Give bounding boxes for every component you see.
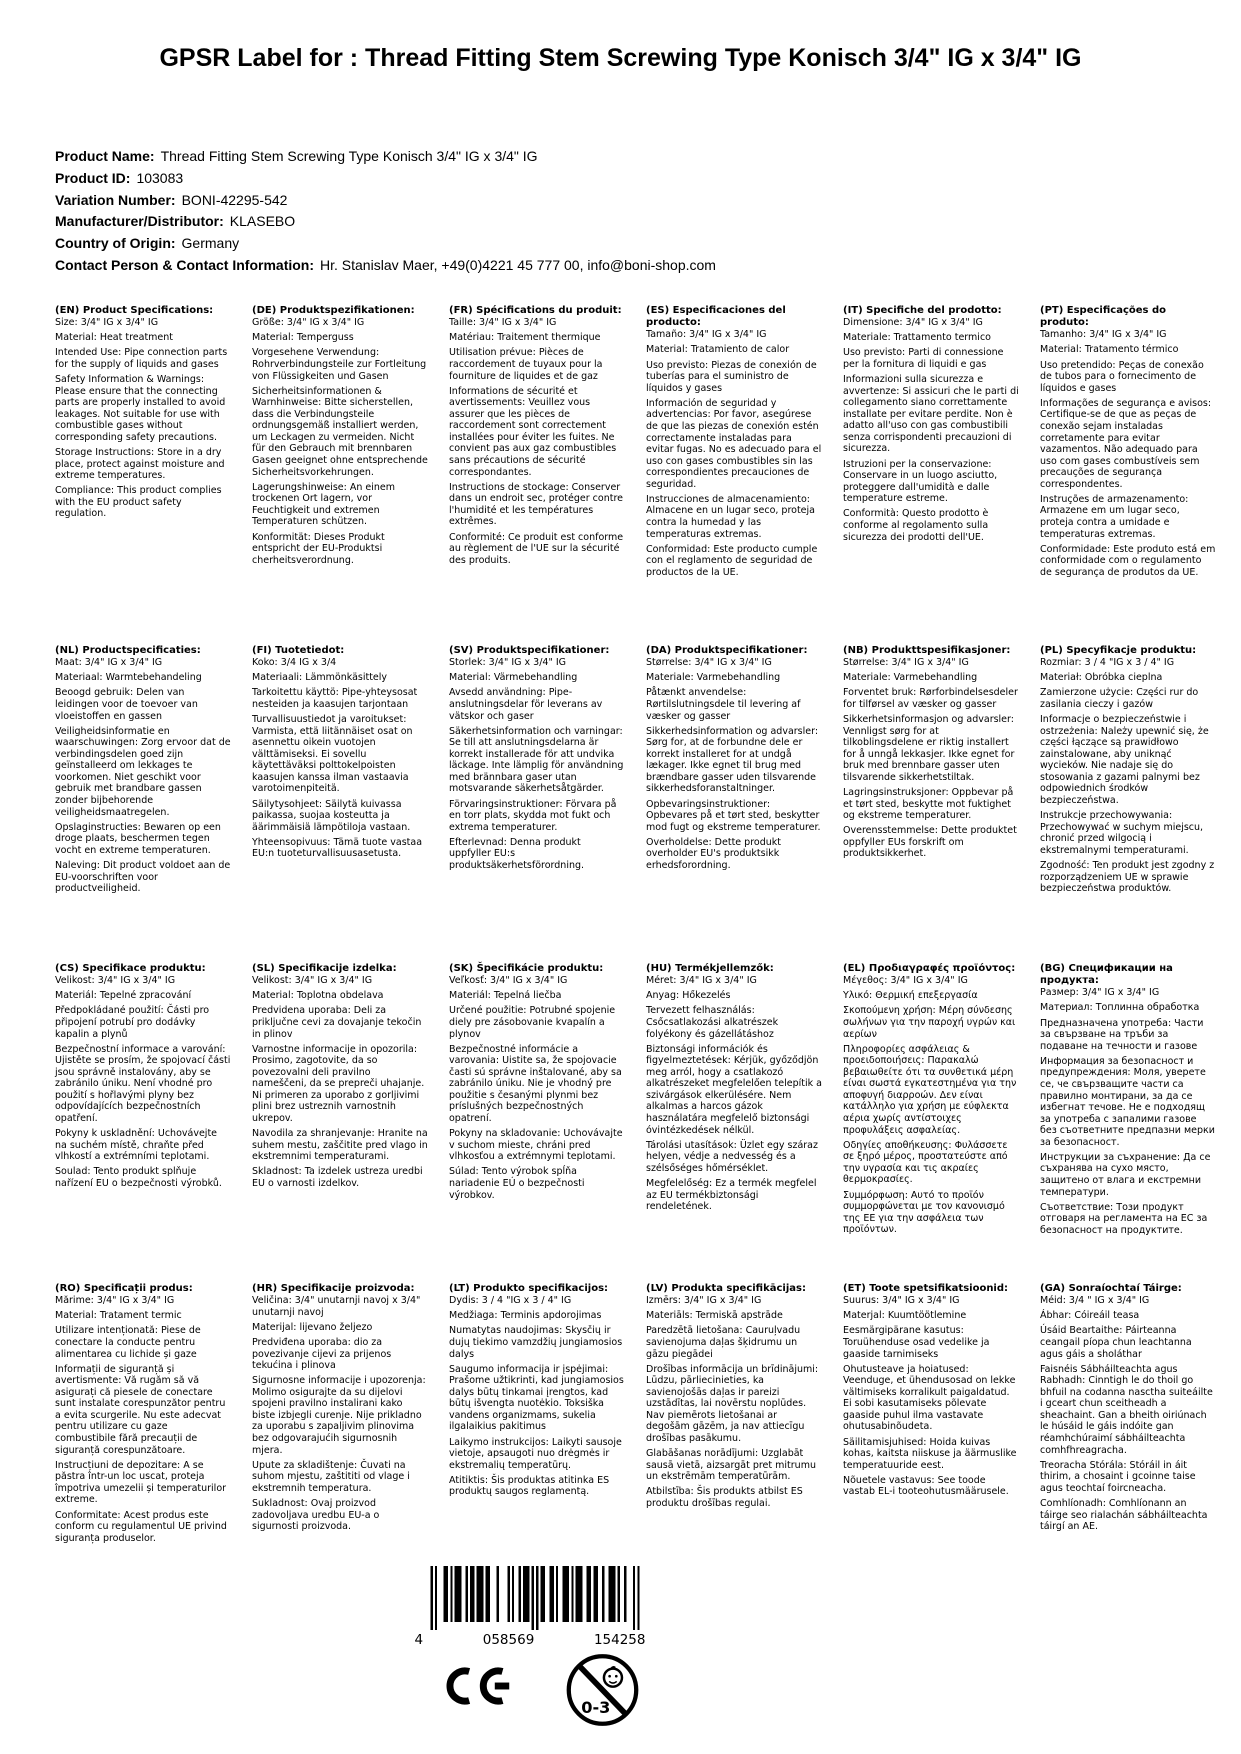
section-paragraph: Bezpečnostné informácie a varovania: Uistite sa, že spojovacie časti sú správne inštalované, aby sa zabránilo úniku. Nie je vhodný pre použitie s česanými plynmi bez príslušných bezpečnostných opatrení. [449,1043,622,1125]
section-paragraph: Varnostne informacije in opozorila: Prosimo, zagotovite, da so povezovalni deli pravilno nameščeni, da se prepreči uhajanje. Ni primeren za uporabo z gorljivimi plini brez ustreznih varnostnih ukrepov. [252,1043,425,1125]
section-paragraph: Materiál: Tepelná liečba [449,990,562,1002]
section-paragraph: Upute za skladištenje: Čuvati na suhom mjestu, zaštititi od vlage i ekstremnih temperatura. [252,1459,410,1494]
section-paragraph: Sikkerhetsinformasjon og advarsler: Vennligst sørg for at tilkoblingsdelene er riktig installert for å unngå lekkasjer. Ikke egnet for bruk med brennbare gasser uten tilsvarende sikkerhetstiltak. [843,714,1015,783]
section-paragraph: Storage Instructions: Store in a dry place, protect against moisture and extreme temperatures. [55,446,225,482]
section-paragraph: Storlek: 3/4" IG x 3/4" IG [449,657,567,669]
section-paragraph: Méret: 3/4" IG x 3/4" IG [646,975,757,987]
product-info-value: BONI-42295-542 [181,191,288,208]
section-paragraph: Megfelelőség: Ez a termék megfelel az EU termékbiztonsági rendeletének. [646,1177,817,1213]
section-paragraph: Mărime: 3/4" IG x 3/4" IG [55,1295,175,1307]
section-paragraph: Tarkoitettu käyttö: Pipe-yhteysosat nesteiden ja kaasujen tarjontaan [252,687,418,710]
language-section [1040,963,1216,1236]
section-paragraph: Úsáid Beartaithe: Páirteanna ceangail píopa chun leachtanna agus gáis a sholáthar [1040,1325,1192,1360]
section-paragraph: Glabāšanas norādījumi: Uzglabāt sausā vietā, aizsargāt pret mitrumu un ekstrēmām temperatūrām. [646,1448,816,1483]
section-paragraph: Utilisation prévue: Pièces de raccordement de tuyaux pour la fourniture de liquides et de gaz [449,347,603,382]
language-section [449,645,625,872]
section-paragraph: Beoogd gebruik: Delen van leidingen voor de toevoer van vloeistoffen en gassen [55,687,198,722]
language-section [843,645,1019,860]
section-paragraph: Dimensione: 3/4" IG x 3/4" IG [843,317,983,329]
product-info-row [55,211,1155,233]
section-paragraph: Paredzētā lietošana: Cauruļvadu savienojuma daļas šķidrumu un gāzu piegādei [646,1325,801,1360]
section-heading: (FR) Spécifications du produit: [449,305,622,316]
section-paragraph: Sigurnosne informacije i upozorenja: Molimo osigurajte da su dijelovi spojeni pravilno instalirani kako biste izbjegli curenje. Nije prikladno za uporabu s zapaljivim plinovima bez odgovarajućih sigurnosnih mjera. [252,1375,426,1456]
language-section [55,1283,231,1544]
section-paragraph: Sukladnost: Ovaj proizvod zadovoljava uredbu EU-a o sigurnosti proizvoda. [252,1497,380,1533]
section-paragraph: Информация за безопасност и предупреждения: Моля, уверете се, че свързващите части са правилно монтирани, за да се избегнат течове. Не е подходящ за употреба с запалими газове без съответните предпазни мерки за безопасност. [1040,1055,1215,1148]
section-paragraph: Informazioni sulla sicurezza e avvertenze: Si assicuri che le parti di collegamento siano correttamente installate per evitare perdite. Non è adatto all'uso con gas combustibili senza corrispondenti precauzioni di sicurezza. [843,374,1019,455]
section-paragraph: Οδηγίες αποθήκευσης: Φυλάσσετε σε ξηρό μέρος, προστατεύστε από την υγρασία και τις ακραίες θερμοκρασίες. [843,1139,1008,1186]
product-info-label: Country of Origin: [55,235,176,252]
section-heading: (BG) Спецификации на продукта: [1040,963,1173,987]
section-paragraph: Material: Heat treatment [55,332,174,344]
section-paragraph: Biztonsági információk és figyelmeztetések: Kérjük, győződjön meg arról, hogy a csatlakozó alkatrészeket megfelelően telepítik a szivárgások elkerülésére. Nem alkalmas a harcos gázok használatára megfelelő biztonsági óvintézkedések nélkül. [646,1043,822,1136]
section-heading: (HR) Specifikacije proizvoda: [252,1283,415,1294]
section-paragraph: Intended Use: Pipe connection parts for the supply of liquids and gases [55,347,228,370]
section-paragraph: Avsedd användning: Pipe-anslutningsdelar för leverans av vätskor och gaser [449,687,603,722]
section-paragraph: Predviđena uporaba: dio za povezivanje cijevi za prijenos tekućina i plinova [252,1336,392,1372]
section-paragraph: Material: Tratamento térmico [1040,344,1179,356]
section-heading: (ES) Especificaciones del producto: [646,305,786,329]
language-section [1040,645,1216,895]
section-paragraph: Vorgesehene Verwendung: Rohrverbindungsteile zur Fortleitung von Flüssigkeiten und Gasen [252,347,427,382]
section-paragraph: Sikkerhedsinformation og advarsler: Sørg for, at de forbundne dele er korrekt installeret for at undgå lækager. Ikke egnet til brug med brændbare gasser uden tilsvarende sikkerhedsforanstaltninger. [646,725,819,795]
section-paragraph: Matériau: Traitement thermique [449,332,601,344]
section-heading: (FI) Tuotetiedot: [252,645,345,656]
section-heading: (EN) Product Specifications: [55,305,214,316]
product-info-label: Variation Number: [55,191,176,208]
section-paragraph: Dydis: 3 / 4 "IG x 3 / 4" IG [449,1295,572,1307]
section-heading: (GA) Sonraíochtaí Táirge: [1040,1283,1182,1294]
section-paragraph: Izmērs: 3/4" IG x 3/4" IG [646,1295,762,1307]
section-paragraph: Safety Information & Warnings: Please ensure that the connecting parts are properly installed to avoid leakages. Not suitable for use with combustible gases without corresponding safety precautions. [55,374,226,443]
product-info-label: Product ID: [55,169,131,186]
section-paragraph: Nõuetele vastavus: See toode vastab EL-i tooteohutusmäärusele. [843,1474,1009,1498]
section-paragraph: Konformität: Dieses Produkt entspricht der EU-Produktsi cherheitsverordnung. [252,531,385,566]
bottom-marks [413,1652,648,1732]
section-paragraph: Veľkosť: 3/4" IG x 3/4" IG [449,975,568,987]
section-paragraph: Tervezett felhasználás: Csőcsatlakozási alkatrészek folyékony és gázellátáshoz [646,1005,779,1040]
section-paragraph: Predvidena uporaba: Deli za priključne cevi za dovajanje tekočin in plinov [252,1005,422,1040]
language-section [449,963,625,1201]
language-section [449,305,625,566]
section-paragraph: Ábhar: Cóireáil teasa [1040,1310,1140,1322]
section-paragraph: Soulad: Tento produkt splňuje nařízení EU o bezpečnosti výrobků. [55,1166,222,1189]
section-paragraph: Uso previsto: Parti di connessione per la fornitura di liquidi e gas [843,347,1004,370]
language-section [55,963,231,1190]
section-paragraph: Zgodność: Ten produkt jest zgodny z rozporządzeniem UE w sprawie bezpieczeństwa produktów. [1040,859,1215,895]
barcode-digits [413,1632,648,1648]
language-section [252,963,428,1190]
section-paragraph: Materjal: Kuumtöötlemine [843,1310,967,1322]
language-section [1040,1283,1216,1533]
section-paragraph: Предназначена употреба: Части за свързване на тръби за подаване на течности и газове [1040,1017,1204,1052]
section-paragraph: Méid: 3/4 " IG x 3/4" IG [1040,1295,1150,1307]
section-paragraph: Comhlíonadh: Comhlíonann an táirge seo rialachán sábháilteachta táirgí an AE. [1040,1497,1208,1533]
product-info-row [55,190,1155,212]
section-paragraph: Forventet bruk: Rørforbindelsesdeler for tilførsel av væsker og gasser [843,687,1018,710]
section-paragraph: Utilizare intenționată: Piese de conectare la conducte pentru alimentarea cu lichide și gaze [55,1325,201,1360]
section-paragraph: Veiligheidsinformatie en waarschuwingen: Zorg ervoor dat de verbindingsdelen goed zijn geïnstalleerd om lekkages te voorkomen. Niet geschikt voor gebruik met brandbare gassen zonder bijbehorende veiligheidsmaatregelen. [55,725,231,818]
section-paragraph: Informacje o bezpieczeństwie i ostrzeżenia: Należy upewnić się, że części łączące są prawidłowo zainstalowane, aby uniknąć wycieków. Nie nadaje się do stosowania z gazami palnymi bez odpowiednich środków bezpieczeństwa. [1040,714,1209,807]
section-paragraph: Συμμόρφωση: Αυτό το προϊόν συμμορφώνεται με τον κανονισμό της ΕΕ για την ασφάλεια των προϊόντων. [843,1189,1005,1236]
section-paragraph: Numatytas naudojimas: Skysčių ir dujų tiekimo vamzdžių jungiamosios dalys [449,1325,623,1360]
section-paragraph: Material: Temperguss [252,332,354,344]
section-heading: (SV) Produktspecifikationer: [449,645,610,656]
section-paragraph: Lagerungshinweise: An einem trockenen Ort lagern, vor Feuchtigkeit und extremen Temperaturen schützen. [252,481,396,528]
section-paragraph: Materiał: Obróbka cieplna [1040,672,1163,684]
product-info-row [55,146,1155,168]
section-paragraph: Velikost: 3/4" IG x 3/4" IG [252,975,373,987]
section-paragraph: Informații de siguranță și avertismente: Vă rugăm să vă asigurați că piesele de conectare sunt instalate corespunzător pentru a evita scurgerile. Nu este adecvat pentru utilizare cu gaze combustibile fără precauții de siguranță corespunzătoare. [55,1363,226,1456]
language-section [646,645,822,872]
section-paragraph: Instrukcje przechowywania: Przechowywać w suchym miejscu, chronić przed wilgocią i ekstremalnymi temperaturami. [1040,810,1204,856]
section-paragraph: Material: Värmebehandling [449,672,578,684]
product-info-label: Product Name: [55,148,155,164]
section-paragraph: Instruções de armazenamento: Armazene em um lugar seco, proteja contra a umidade e temperaturas extremas. [1040,493,1189,540]
section-paragraph: Medžiaga: Terminis apdorojimas [449,1310,602,1322]
section-paragraph: Instrucțiuni de depozitare: A se păstra într-un loc uscat, proteja împotriva umezelii și temperaturilor extreme. [55,1459,227,1506]
section-paragraph: Tárolási utasítások: Üzlet egy száraz helyen, védje a nedvesség és a szélsőséges hőmérséklet. [646,1139,818,1174]
section-heading: (SL) Specifikacije izdelka: [252,963,397,974]
section-paragraph: Eesmärgipärane kasutus: Toruühenduse osad vedelike ja gaaside tarnimiseks [843,1325,990,1360]
section-paragraph: Uso pretendido: Peças de conexão de tubos para o fornecimento de líquidos e gases [1040,359,1204,394]
section-paragraph: Size: 3/4" IG x 3/4" IG [55,317,159,329]
language-sections-grid [55,305,1216,1544]
section-paragraph: Conformitate: Acest produs este conform cu regulamentul UE privind siguranța produselor. [55,1509,227,1544]
section-paragraph: Säilytysohjeet: Säilytä kuivassa paikassa, suojaa kosteutta ja äärimmäisiä lämpötiloja vastaan. [252,798,411,833]
age-warning-0-3-icon [565,1652,641,1728]
product-info-row [55,168,1155,190]
section-paragraph: Overholdelse: Dette produkt overholder EU's produktsikk erhedsforordning. [646,836,781,871]
section-paragraph: Tamaño: 3/4" IG x 3/4" IG [646,329,767,341]
section-paragraph: Opbevaringsinstruktioner: Opbevares på et tørt sted, beskytter mod fugt og ekstreme temperaturer. [646,798,821,833]
section-paragraph: Conformité: Ce produit est conforme au règlement de l'UE sur la sécurité des produits. [449,531,624,566]
language-section [843,1283,1019,1498]
section-paragraph: Opslaginstructies: Bewaren op een droge plaats, beschermen tegen vocht en extreme temperaturen. [55,821,221,856]
section-paragraph: Atbilstība: Šis produkts atbilst ES produktu drošības regulai. [646,1486,803,1509]
section-heading: (CS) Specifikace produktu: [55,963,206,974]
section-heading: (NL) Productspecificaties: [55,645,201,656]
section-paragraph: Tamanho: 3/4" IG x 3/4" IG [1040,329,1167,341]
section-heading: (SK) Špecifikácie produktu: [449,963,604,974]
section-paragraph: Předpokládané použití: Části pro připojení potrubí pro dodávky kapalin a plynů [55,1005,210,1040]
page-title: GPSR Label for : Thread Fitting Stem Screwing Type Konisch 3/4" IG x 3/4" IG [159,44,1082,72]
section-paragraph: Materiale: Trattamento termico [843,332,991,344]
section-paragraph: Material: Tratamiento de calor [646,344,790,356]
product-info-value: 103083 [136,169,184,186]
section-paragraph: Určené použitie: Potrubné spojenie diely pre zásobovanie kvapalín a plynov [449,1005,616,1040]
language-section [55,305,231,520]
section-paragraph: Materiaal: Warmtebehandeling [55,672,202,684]
barcode-bars-icon [431,1566,640,1630]
section-paragraph: Σκοπούμενη χρήση: Μέρη σύνδεσης σωλήνων για την παροχή υγρών και αερίων [843,1005,1016,1040]
section-paragraph: Maat: 3/4" IG x 3/4" IG [55,657,163,669]
language-section [449,1283,625,1498]
section-paragraph: Förvaringsinstruktioner: Förvara på en torr plats, skydda mot fukt och extrema temperaturer. [449,798,617,833]
product-info-row [55,233,1155,255]
section-paragraph: Skladnost: Ta izdelek ustreza uredbi EU o varnosti izdelkov. [252,1166,423,1189]
section-paragraph: Säkerhetsinformation och varningar: Se till att anslutningsdelarna är korrekt installerade för att undvika läckage. Inte lämplig för användning med brännbara gaser utan motsvarande säkerhetsåtgärder. [449,725,624,795]
barcode-group-left: 058569 [482,1632,535,1648]
section-paragraph: Bezpečnostní informace a varování: Ujistěte se prosím, že spojovací části jsou správně instalovány, aby se zabránilo úniku. Není vhodné pro použití s hořlavými plyny bez odpovídajících bezpečnostních opatření. [55,1043,231,1125]
section-heading: (DE) Produktspezifikationen: [252,305,415,316]
language-section [843,305,1019,543]
section-paragraph: Turvallisuustiedot ja varoitukset: Varmista, että liitännäiset osat on asennettu oikein vuotojen välttämiseksi. Ei sovellu käytettäväksi polttokelpoisten kaasujen kanssa ilman vastaavia varotoimenpiteitä. [252,714,413,795]
section-paragraph: Laikymo instrukcijos: Laikyti sausoje vietoje, apsaugoti nuo drėgmės ir ekstremalių temperatūrų. [449,1436,622,1471]
section-paragraph: Instrucciones de almacenamiento: Almacene en un lugar seco, proteja contra la humedad y las temperaturas extremas. [646,493,815,540]
section-paragraph: Efterlevnad: Denna produkt uppfyller EU:s produktsäkerhetsförordning. [449,836,585,871]
section-paragraph: Materiale: Varmebehandling [843,672,978,684]
section-paragraph: Съответствие: Този продукт отговаря на регламента на ЕС за безопасност на продуктите. [1040,1201,1208,1236]
section-paragraph: Material: Tratament termic [55,1310,182,1322]
language-section [646,1283,822,1510]
product-info-label: Contact Person & Contact Information: [55,257,315,274]
language-section [646,963,822,1213]
language-section [55,645,231,895]
language-section [252,1283,428,1533]
section-paragraph: Informations de sécurité et avertissements: Veuillez vous assurer que les pièces de raccordement sont correctement installées pour éviter les fuites. Ne convient pas aux gaz combustibles sans précautions de sécurité correspondantes. [449,385,617,478]
barcode-group-right: 154258 [593,1632,646,1648]
section-paragraph: Zamierzone użycie: Części rur do zasilania cieczy i gazów [1040,687,1199,710]
section-paragraph: Conformidade: Este produto está em conformidade com o regulamento de segurança de produtos da UE. [1040,543,1216,578]
section-paragraph: Navodila za shranjevanje: Hranite na suhem mestu, zaščitite pred vlago in ekstremnimi temperaturami. [252,1128,428,1163]
section-paragraph: Sicherheitsinformationen & Warnhinweise: Bitte sicherstellen, dass die Verbindungsteile ordnungsgemäß installiert werden, um Leckagen zu vermeiden. Nicht für den Gebrauch mit brennbaren Gasen geeignet ohne entsprechende Sicherheitsvorkehrungen. [252,385,428,478]
section-paragraph: Atitiktis: Šis produktas atitinka ES produktų saugos reglamentą. [449,1474,610,1498]
section-paragraph: Rozmiar: 3 / 4 "IG x 3 / 4" IG [1040,657,1175,669]
section-paragraph: Yhteensopivuus: Tämä tuote vastaa EU:n tuoteturvallisuusasetusta. [252,836,423,860]
product-info-value: Hr. Stanislav Maer, +49(0)4221 45 777 00, info@boni-shop.com [320,257,716,274]
section-paragraph: Saugumo informacija ir įspėjimai: Prašome užtikrinti, kad jungiamosios dalys būtų tinkamai įrengtos, kad būtų išvengta nuotėkio. Toksiška vandens organizmams, sukelia ilgalaikius pakitimus [449,1363,624,1433]
language-section [252,645,428,860]
section-paragraph: Veličina: 3/4" unutarnji navoj x 3/4" unutarnji navoj [252,1295,421,1318]
section-paragraph: Naleving: Dit product voldoet aan de EU-voorschriften voor productveiligheid. [55,859,231,895]
section-paragraph: Materiaali: Lämmönkäsittely [252,672,388,684]
product-info-value: Thread Fitting Stem Screwing Type Konisch 3/4" IG x 3/4" IG [160,148,538,164]
section-paragraph: Informações de segurança e avisos: Certifique-se de que as peças de conexão sejam instaladas corretamente para evitar vazamentos. Não adequado para uso com gases combustíveis sem precauções de segurança correspondentes. [1040,397,1212,490]
section-heading: (NB) Produkttspesifikasjoner: [843,645,1011,656]
section-paragraph: Drošības informācija un brīdinājumi: Lūdzu, pārliecinieties, ka savienojošās daļas ir pareizi uzstādītas, lai novērstu noplūdes. Nav piemērots lietošanai ar degošām gāzēm, ja nav attiecīgu drošības pasākumu. [646,1363,819,1445]
section-heading: (EL) Προδιαγραφές προϊόντος: [843,963,1016,974]
ean-barcode [413,1566,648,1648]
section-heading: (RO) Specificații produs: [55,1283,193,1294]
section-paragraph: Materijal: lijevano željezo [252,1321,373,1333]
section-paragraph: Material: Toplotna obdelava [252,990,384,1002]
section-paragraph: Lagringsinstruksjoner: Oppbevar på et tørt sted, beskytte mot fuktighet og ekstreme temperaturer. [843,786,1014,822]
language-section [646,305,822,578]
section-paragraph: Overensstemmelse: Dette produktet oppfyller EUs forskrift om produktsikkerhet. [843,825,1017,860]
barcode-lead-digit: 4 [414,1632,424,1648]
svg-text:0-3: 0-3 [581,1697,611,1717]
section-paragraph: Материал: Топлинна обработка [1040,1002,1200,1014]
product-info-label: Manufacturer/Distributor: [55,213,224,230]
section-paragraph: Taille: 3/4" IG x 3/4" IG [449,317,557,329]
section-paragraph: Uso previsto: Piezas de conexión de tuberías para el suministro de líquidos y gases [646,359,817,394]
section-paragraph: Súlad: Tento výrobok spĺňa nariadenie EÚ o bezpečnosti výrobkov. [449,1166,585,1201]
section-heading: (DA) Produktspecifikationer: [646,645,808,656]
section-paragraph: Materiale: Varmebehandling [646,672,781,684]
section-paragraph: Compliance: This product complies with the EU product safety regulation. [55,485,222,520]
section-paragraph: Suurus: 3/4" IG x 3/4" IG [843,1295,960,1307]
section-paragraph: Materiál: Tepelné zpracování [55,990,192,1002]
section-paragraph: Pokyny k uskladnění: Uchovávejte na suchém místě, chraňte před vlhkostí a extrémními teplotami. [55,1128,218,1163]
section-paragraph: Størrelse: 3/4" IG x 3/4" IG [843,657,969,669]
section-heading: (LV) Produkta specifikācijas: [646,1283,806,1294]
section-heading: (HU) Termékjellemzők: [646,963,774,974]
section-paragraph: Instructions de stockage: Conserver dans un endroit sec, protéger contre l'humidité et les températures extrêmes. [449,481,623,528]
section-paragraph: Инструкции за съхранение: Да се съхранява на сухо място, защитено от влага и екстремни температури. [1040,1151,1211,1198]
section-paragraph: Koko: 3/4 IG x 3/4 [252,657,337,669]
section-paragraph: Størrelse: 3/4" IG x 3/4" IG [646,657,772,669]
product-info [55,146,1155,277]
section-paragraph: Πληροφορίες ασφάλειας & προειδοποιήσεις: Παρακαλώ βεβαιωθείτε ότι τα συνθετικά μέρη είναι σωστά εγκατεστημένα για την αποφυγή διαρροών. Δεν είναι κατάλληλο για χρήση με εύφλεκτα αέρια χωρίς αντίστοιχες προφυλάξεις ασφαλείας. [843,1043,1017,1136]
section-paragraph: Faisnéis Sábháilteachta agus Rabhadh: Cinntigh le do thoil go bhfuil na codanna nasctha suiteáilte i gceart chun sceitheadh a sheachaint. Gan a bheith oiriúnach le húsáid le gáis indóite gan réamhchúraimí sábháilteachta comhfhreagracha. [1040,1363,1213,1456]
section-paragraph: Размер: 3/4" IG x 3/4" IG [1040,987,1160,999]
section-paragraph: Anyag: Hőkezelés [646,990,731,1002]
product-info-value: Germany [181,235,240,252]
product-info-row [55,255,1155,277]
section-paragraph: Treoracha Stórála: Stóráil in áit thirim, a chosaint i gcoinne taise agus teochtaí foircneacha. [1040,1459,1196,1494]
section-paragraph: Istruzioni per la conservazione: Conservare in un luogo asciutto, proteggere dall'umidità e dalle temperature estreme. [843,458,998,505]
section-paragraph: Μέγεθος: 3/4" IG x 3/4" IG [843,975,968,987]
section-paragraph: Größe: 3/4" IG x 3/4" IG [252,317,365,329]
section-heading: (ET) Toote spetsifikatsioonid: [843,1283,1009,1294]
section-heading: (PL) Specyfikacje produktu: [1040,645,1197,656]
section-heading: (IT) Specifiche del prodotto: [843,305,1002,316]
section-paragraph: Información de seguridad y advertencias: Por favor, asegúrese de que las piezas de conexión estén correctamente instaladas para evitar fugas. No es adecuado para el uso con gases combustibles sin las correspondientes precauciones de seguridad. [646,397,822,490]
section-paragraph: Velikost: 3/4" IG x 3/4" IG [55,975,176,987]
section-heading: (PT) Especificações do produto: [1040,305,1166,329]
language-section [1040,305,1216,578]
product-info-value: KLASEBO [229,213,296,230]
language-section [252,305,428,566]
ce-mark-icon [445,1656,511,1716]
section-paragraph: Materiāls: Termiskā apstrāde [646,1310,783,1322]
section-paragraph: Conformità: Questo prodotto è conforme al regolamento sulla sicurezza dei prodotti dell'UE. [843,508,989,543]
section-paragraph: Påtænkt anvendelse: Rørtilslutningsdele til levering af væsker og gasser [646,687,801,722]
section-paragraph: Säilitamisjuhised: Hoida kuivas kohas, kaitsta niiskuse ja äärmuslike temperatuuride eest. [843,1436,1017,1471]
section-paragraph: Υλικό: Θερμική επεξεργασία [843,990,978,1002]
section-paragraph: Ohutusteave ja hoiatused: Veenduge, et ühendusosad on lekke vältimiseks korralikult paigaldatud. Ei sobi kasutamiseks põlevate gaaside puhul ilma vastavate ohutusabinõudeta. [843,1363,1016,1433]
language-section [843,963,1019,1236]
section-paragraph: Pokyny na skladovanie: Uchovávajte v suchom mieste, chráni pred vlhkosťou a extrémnymi teplotami. [449,1128,623,1163]
section-paragraph: Conformidad: Este producto cumple con el reglamento de seguridad de productos de la UE. [646,543,818,578]
section-heading: (LT) Produkto specifikacijos: [449,1283,609,1294]
